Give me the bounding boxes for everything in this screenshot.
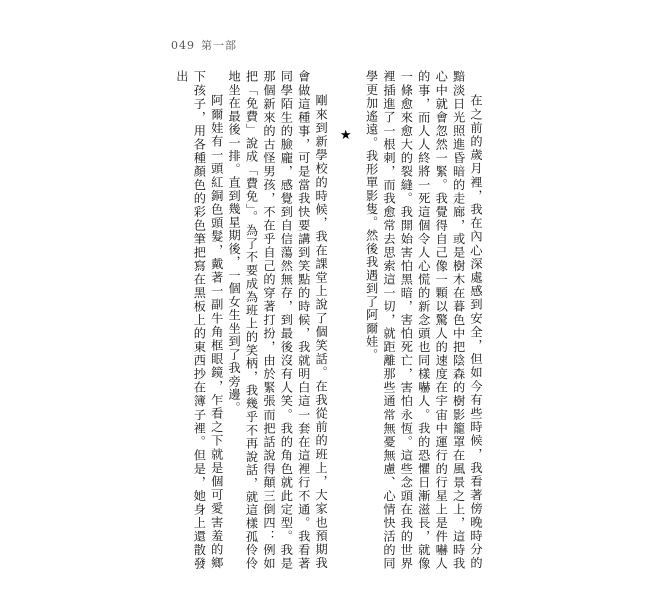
- running-header: [171, 37, 237, 53]
- section-divider-star: ★: [338, 128, 354, 145]
- paragraph: 剛來到新學校的時候，我在課堂上說了個笑話。在我從前的班上，大家也預期我會做這種事，可是當我快要講到笑點的時候，我就明白這一套在這裡行不通。我看著同學陌生的臉龐，感覺到自信蕩然無存，到最後沒有人笑。我的角色就此定型。我是那個新來的古怪男孩，不在乎自己的穿著打扮，由於緊張而把話說得顛三倒四：例如把「免費」說成「費免」。為了不要成為班上的笑柄，我幾乎不再說話，就這樣孤伶伶地坐在最後一排。直到幾星期後，一個女生坐到了我旁邊。: [227, 70, 329, 570]
- paragraph: 在之前的歲月裡，我在內心深處感到安全，但如今有些時候，我看著傍晚時分的黯淡日光照進昏暗的走廊，或是樹木在暮色中把陰森的樹影籠罩在風景之上，這時我心中就會忽然一緊。我覺得自己像一顆以驚人的速度在宇宙中運行的行星上是件嚇人的事，而人人終將一死這個令人心慌的新念頭也同樣嚇人。我的恐懼日漸滋長，就像一條愈來愈大的裂縫。我開始害怕黑暗，害怕死亡，害怕永恆。這些念頭在我的世界裡插進了一根刺，而我愈常去思索這一切，就距離那些通常無憂無慮、心情快活的同學更加遙遠。我形單影隻。然後我遇到了阿爾娃。: [364, 70, 483, 570]
- section-title: 第一部: [201, 39, 237, 52]
- section-gap: [329, 70, 335, 570]
- page-number: 049: [171, 39, 195, 52]
- paragraph: 阿爾娃有一頭紅銅色頭髮，戴著一副牛角框眼鏡，乍看之下就是個可愛害羞的鄉下孩子，用各種顏色的彩色筆把寫在黑板上的東西抄在簿子裡。但是，她身上還散發出: [174, 70, 224, 570]
- vertical-text-body: [168, 70, 484, 570]
